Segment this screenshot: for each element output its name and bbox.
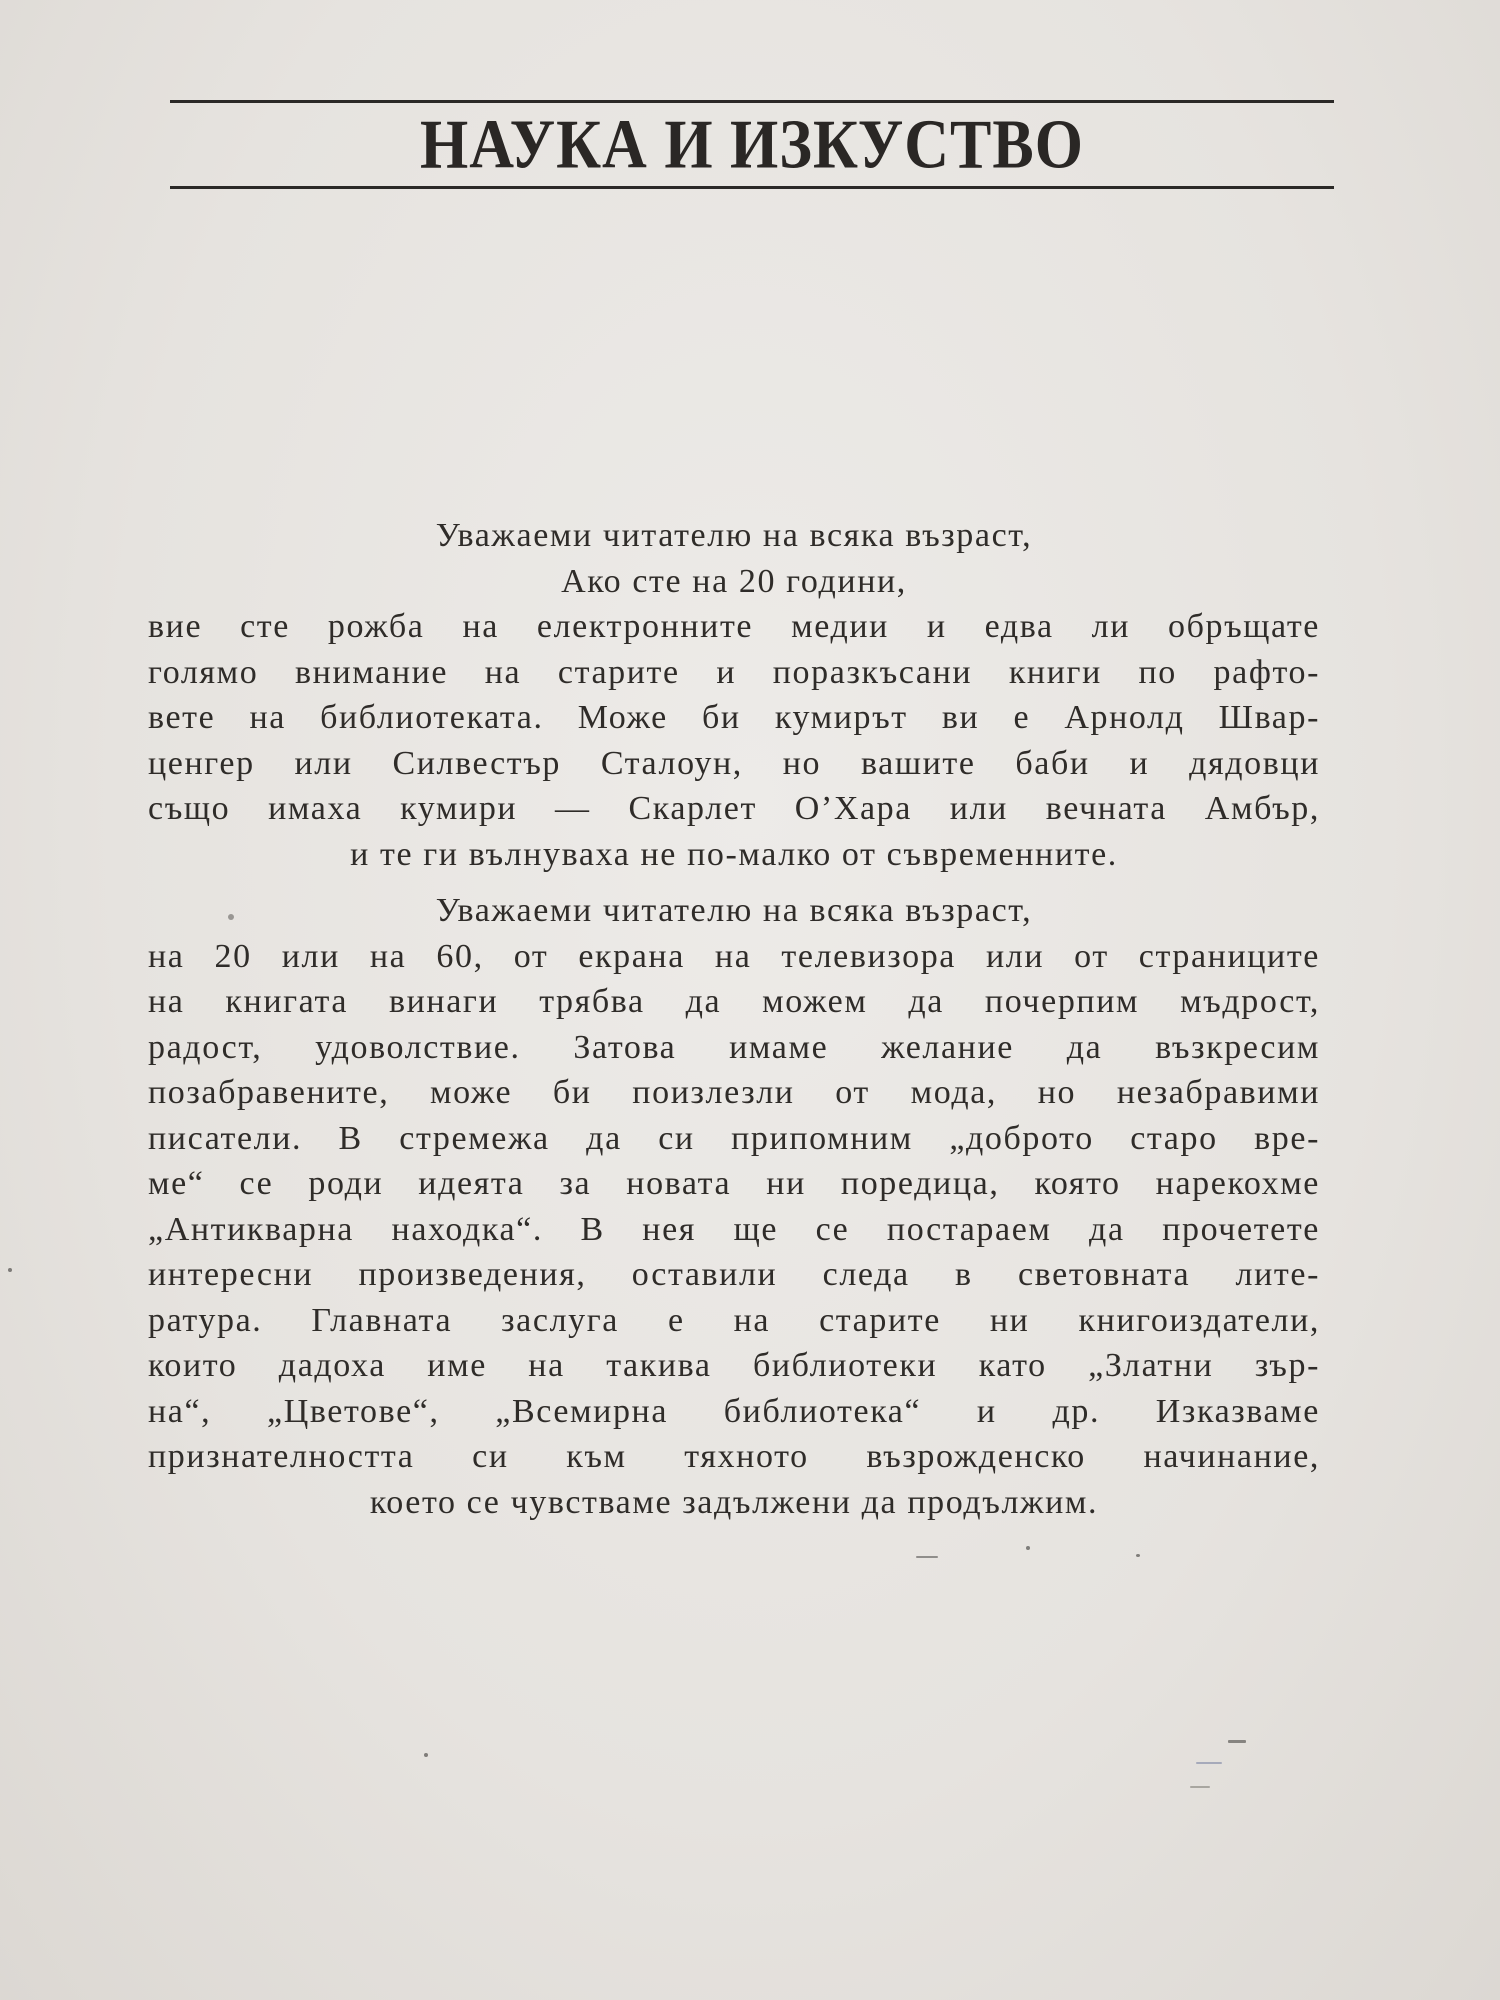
text-line: които дадоха име на такива библиотеки като „Златни зър-: [148, 1347, 1320, 1384]
text-line: ценгер или Силвестър Сталоун, но вашите баби и дядовци: [148, 744, 1320, 782]
text-line: ме“ се роди идеята за новата ни поредица, която нарекохме: [148, 1165, 1320, 1202]
paper-speck: [1026, 1546, 1030, 1550]
paper-speck: [1196, 1762, 1222, 1764]
text-line: „Антикварна находка“. В нея ще се постараем да прочетете: [148, 1210, 1320, 1248]
header-top-rule: [170, 100, 1334, 103]
text-line: радост, удоволствие. Затова имаме желание да възкресим: [148, 1028, 1320, 1066]
header-bottom-rule: [170, 186, 1334, 189]
paper-speck: [1228, 1740, 1246, 1743]
paper-speck: [228, 914, 234, 920]
text-line: интересни произведения, оставили следа в световната лите-: [148, 1256, 1320, 1293]
paper-speck: [1136, 1554, 1140, 1557]
salutation-line: Уважаеми читателю на всяка възраст,: [435, 892, 1033, 929]
salutation-line: Уважаеми читателю на всяка възраст,: [435, 517, 1033, 554]
section-title: НАУКА И ИЗКУСТВО: [420, 107, 1084, 184]
text-line-last: което се чувстваме задължени да продължим.: [369, 1483, 1099, 1521]
text-line: на книгата винаги трябва да можем да почерпим мъдрост,: [148, 983, 1320, 1020]
main-paragraph: [148, 888, 1320, 1525]
text-line: вете на библиотеката. Може би кумирът ви е Арнолд Швар-: [148, 699, 1320, 736]
text-line: признателността си към тяхното възрожденско начинание,: [148, 1438, 1320, 1475]
paper-speck: [8, 1268, 12, 1272]
paper-speck: [424, 1753, 428, 1757]
text-line: вие сте рожба на електронните медии и едва ли обръщате: [148, 608, 1320, 645]
paper-speck: [916, 1556, 938, 1558]
intro-paragraph: [148, 513, 1320, 877]
text-line: също имаха кумири — Скарлет О’Хара или вечната Амбър,: [148, 790, 1320, 827]
age-line: Ако сте на 20 години,: [561, 562, 907, 600]
text-line: на 20 или на 60, от екрана на телевизора или от страниците: [148, 937, 1320, 975]
text-line-last: и те ги вълнуваха не по-малко от съвременните.: [350, 835, 1118, 873]
text-line: на“, „Цветове“, „Всемирна библиотека“ и др. Изказваме: [148, 1392, 1320, 1430]
text-line: писатели. В стремежа да си припомним „доброто старо вре-: [148, 1119, 1320, 1157]
paper-speck: [1190, 1786, 1210, 1788]
text-line: голямо внимание на старите и поразкъсани книги по рафто-: [148, 653, 1320, 691]
text-line: позабравените, може би поизлезли от мода, но незабравими: [148, 1074, 1320, 1111]
text-line: ратура. Главната заслуга е на старите ни книгоиздатели,: [148, 1301, 1320, 1339]
